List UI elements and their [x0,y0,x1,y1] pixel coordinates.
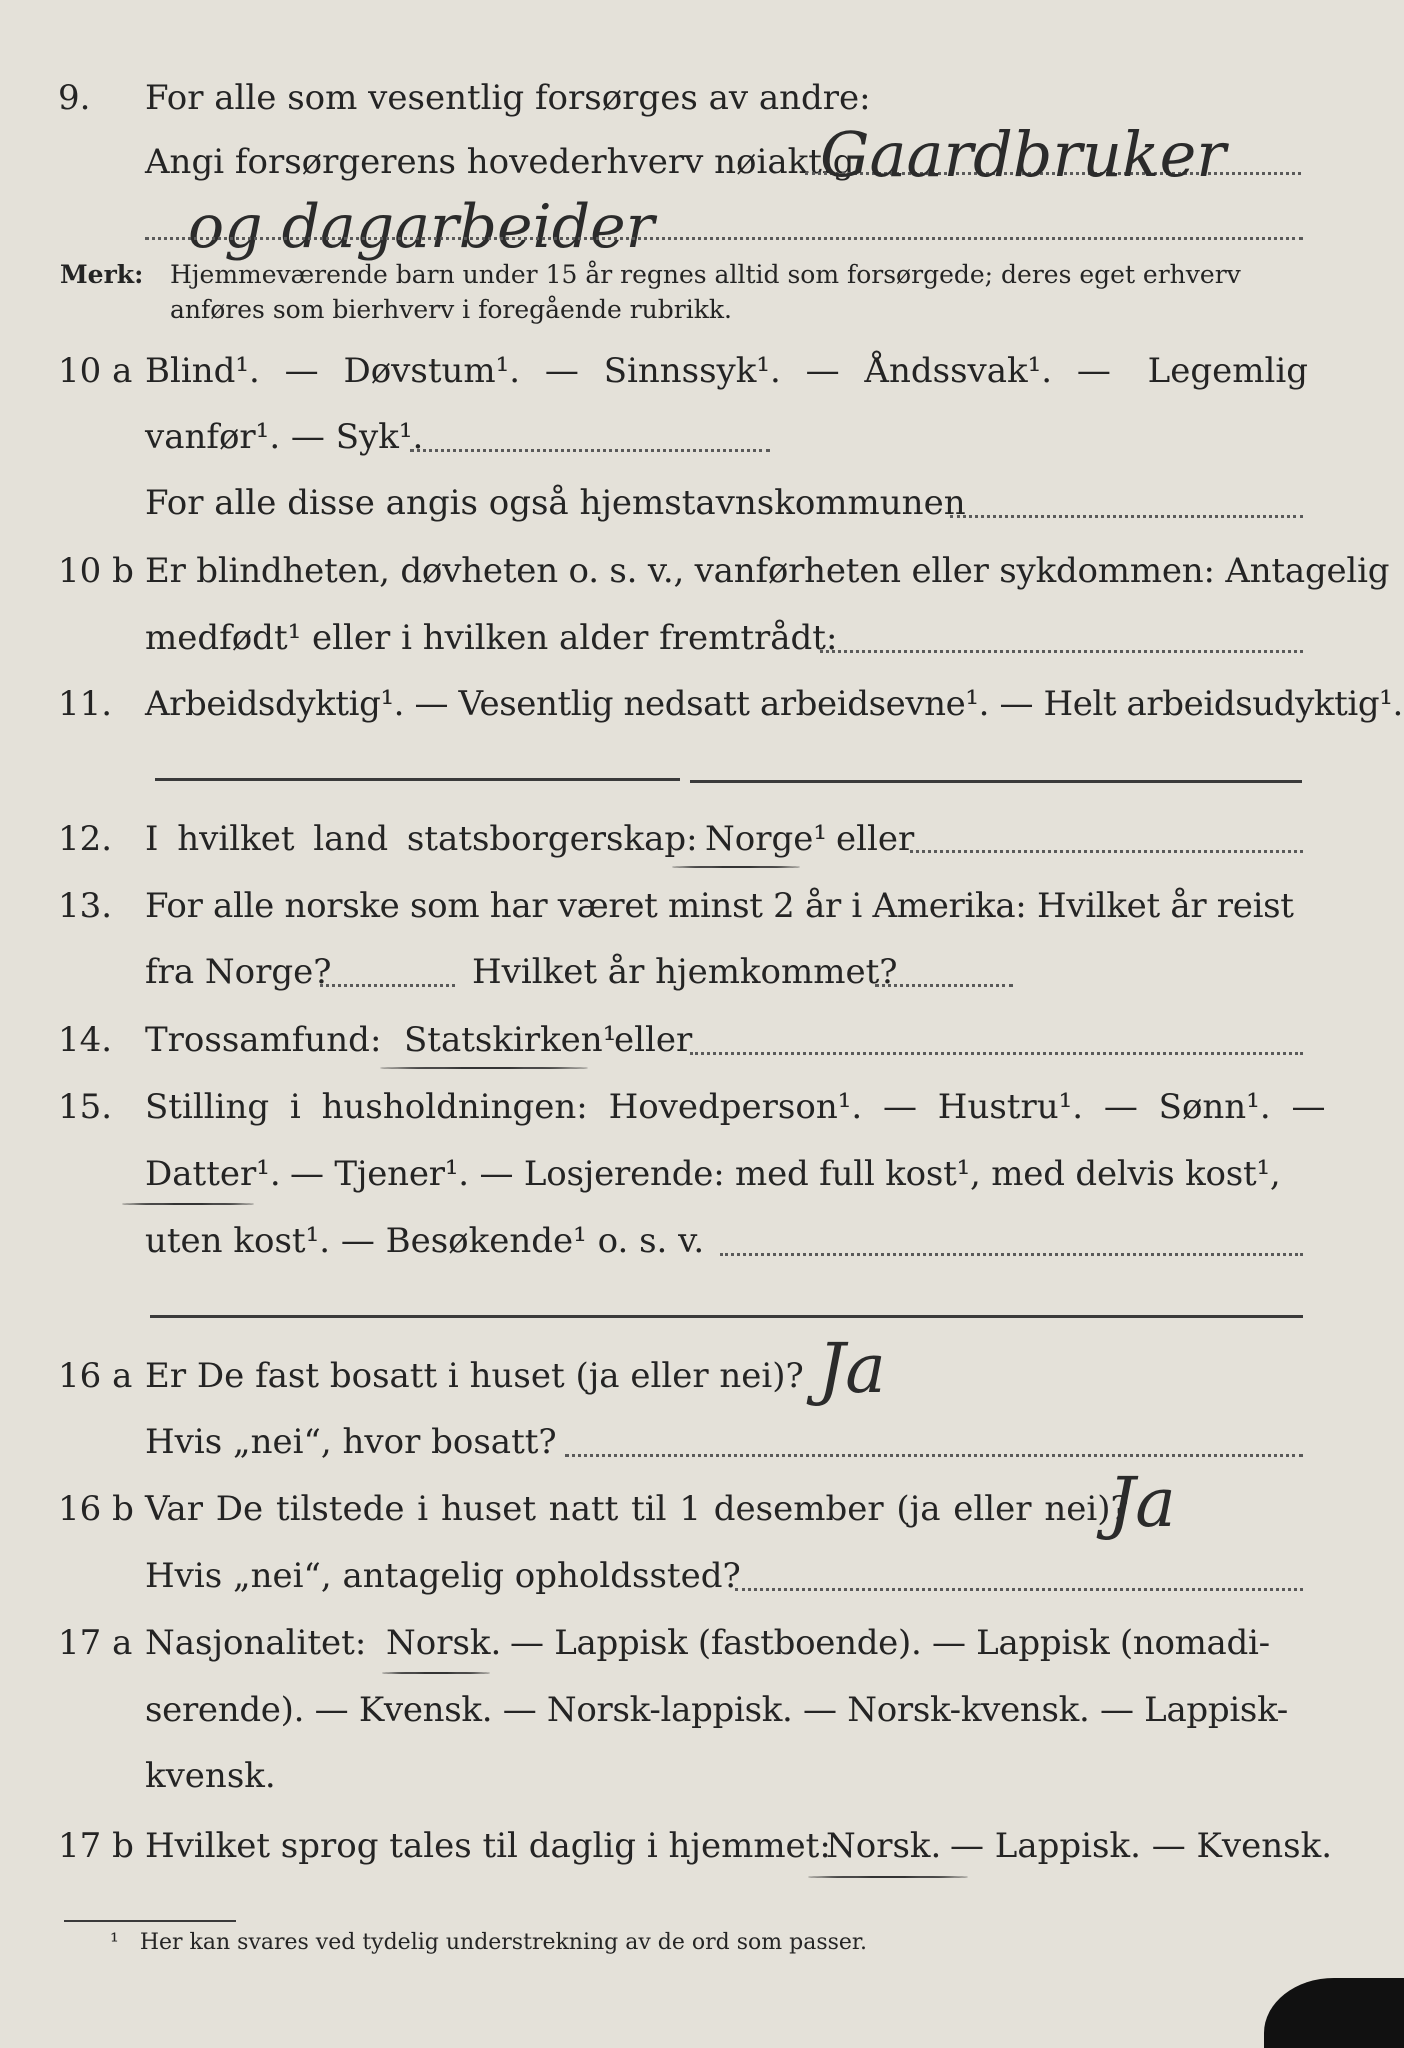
question-9 [0,72,1404,124]
footnote-mark: ¹ [110,1930,119,1955]
question-text: vanfør¹. — Syk¹. [145,417,424,457]
question-17a-line3 [0,1750,1404,1802]
question-label: Angi forsørgerens hovederhverv nøiaktig [145,142,855,182]
separator-line [155,778,680,781]
answer-line [720,1253,1303,1256]
answer-line [910,850,1303,853]
question-text: — Lappisk (fastboende). — Lappisk (nomadi- [510,1623,1270,1663]
question-text: Hvilket år hjemkommet? [472,952,898,992]
question-16a-line2 [0,1416,1404,1468]
answer-line [565,1454,1303,1457]
hand-underline [808,1876,968,1878]
answer-line [875,984,1013,987]
option-statskirken: Statskirken¹ [404,1020,617,1060]
answer-line [690,1052,1303,1055]
question-text: Er De fast bosatt i huset (ja eller nei)? [145,1356,804,1396]
question-number: 12. [58,819,113,859]
question-number: 10 b [58,551,134,591]
question-16b [0,1483,1404,1535]
answer-line [735,1588,1303,1591]
question-text: Hvilket sprog tales til daglig i hjemmet: [145,1826,831,1866]
option-norsk: Norsk. [826,1826,942,1866]
question-text: Hvis „nei“, antagelig opholdssted? [145,1556,741,1596]
question-15-line2 [0,1148,1404,1200]
separator-line [150,1315,1303,1318]
question-number: 13. [58,886,113,926]
question-17b [0,1820,1404,1872]
question-10a [0,345,1404,397]
question-text: medfødt¹ eller i hvilken alder fremtrådt: [145,618,838,658]
hand-underline [672,866,800,868]
question-15-line3 [0,1215,1404,1267]
answer-line [320,984,455,987]
answer-line [820,650,1303,653]
question-11 [0,678,1404,730]
question-text: kvensk. [145,1756,276,1796]
question-text-tail: eller [836,819,915,859]
question-text: serende). — Kvensk. — Norsk-lappisk. — Norsk-kvensk. — Lappisk- [145,1690,1288,1730]
question-13-line2 [0,946,1404,998]
handwritten-answer-ja: Ja [818,1330,886,1409]
option-norsk: Norsk. [386,1623,502,1663]
question-text: uten kost¹. — Besøkende¹ o. s. v. [145,1221,705,1261]
question-10b-line2 [0,612,1404,664]
handwritten-answer-ja: Ja [1108,1464,1176,1543]
question-number: 10 a [58,351,133,391]
separator-line [690,780,1302,783]
note-text-2: anføres som bierhverv i foregående rubrikk. [170,295,732,324]
question-10a-line2 [0,411,1404,463]
question-text: For alle som vesentlig forsørges av andre: [145,78,871,118]
question-text: Nasjonalitet: [145,1623,367,1663]
note-label: Merk: [60,260,144,289]
question-number: 11. [58,684,113,724]
question-number: 17 b [58,1826,134,1866]
question-text: For alle norske som har været minst 2 år i Amerika: Hvilket år reist [145,886,1294,926]
hand-underline [382,1672,490,1674]
question-number: 17 a [58,1623,133,1663]
question-text: Arbeidsdyktig¹. — Vesentlig nedsatt arbeidsevne¹. — Helt arbeidsudyktig¹. [145,684,1403,724]
handwritten-answer-occupation: Gaardbruker [820,118,1226,191]
option-norge: Norge¹ [705,819,827,859]
footnote [110,1930,867,1955]
question-15 [0,1081,1404,1133]
question-17a [0,1617,1404,1669]
question-text: Trossamfund: [145,1020,382,1060]
question-number: 15. [58,1087,113,1127]
question-text: Blind¹. — Døvstum¹. — Sinnssyk¹. — Åndssvak¹. — [145,351,1111,391]
note [60,257,1241,293]
question-10a-line3 [0,477,1404,529]
answer-line [145,237,1303,240]
question-number: 14. [58,1020,113,1060]
question-14 [0,1014,1404,1066]
question-12 [0,813,1404,865]
question-number: 9. [58,78,91,118]
question-number: 16 b [58,1489,134,1529]
hand-underline [380,1067,588,1069]
question-16b-line2 [0,1550,1404,1602]
answer-line [410,449,770,452]
question-text: — Tjener¹. — Losjerende: med full kost¹, med delvis kost¹, [290,1154,1281,1194]
footnote-text: Her kan svares ved tydelig understrekning av de ord som passer. [139,1930,868,1955]
hand-underline [122,1203,254,1205]
question-text: Er blindheten, døvheten o. s. v., vanførheten eller sykdommen: Antagelig [145,551,1390,591]
question-17a-line2 [0,1684,1404,1736]
question-number: 16 a [58,1356,133,1396]
option-datter: Datter¹. [145,1154,281,1194]
question-text-end: Legemlig [1147,351,1308,391]
answer-line [950,515,1303,518]
question-text: Var De tilstede i huset natt til 1 desember (ja eller nei)? [145,1489,1129,1529]
footnote-rule [64,1920,236,1922]
handwritten-answer-occupation-2: og dagarbeider [188,192,655,262]
question-text: — Lappisk. — Kvensk. [950,1826,1333,1866]
question-text: For alle disse angis også hjemstavnskommunen [145,483,966,523]
question-10b [0,545,1404,597]
question-text: Hvis „nei“, hvor bosatt? [145,1422,557,1462]
question-text: Stilling i husholdningen: Hovedperson¹. — Hustru¹. — Sønn¹. — [145,1087,1326,1127]
question-text: I hvilket land statsborgerskap: [145,819,698,859]
question-16a [0,1350,1404,1402]
question-13 [0,880,1404,932]
question-text: fra Norge? [145,952,332,992]
question-text-tail: eller [614,1020,693,1060]
note-text: Hjemmeværende barn under 15 år regnes alltid som forsørgede; deres eget erhverv [170,260,1241,289]
